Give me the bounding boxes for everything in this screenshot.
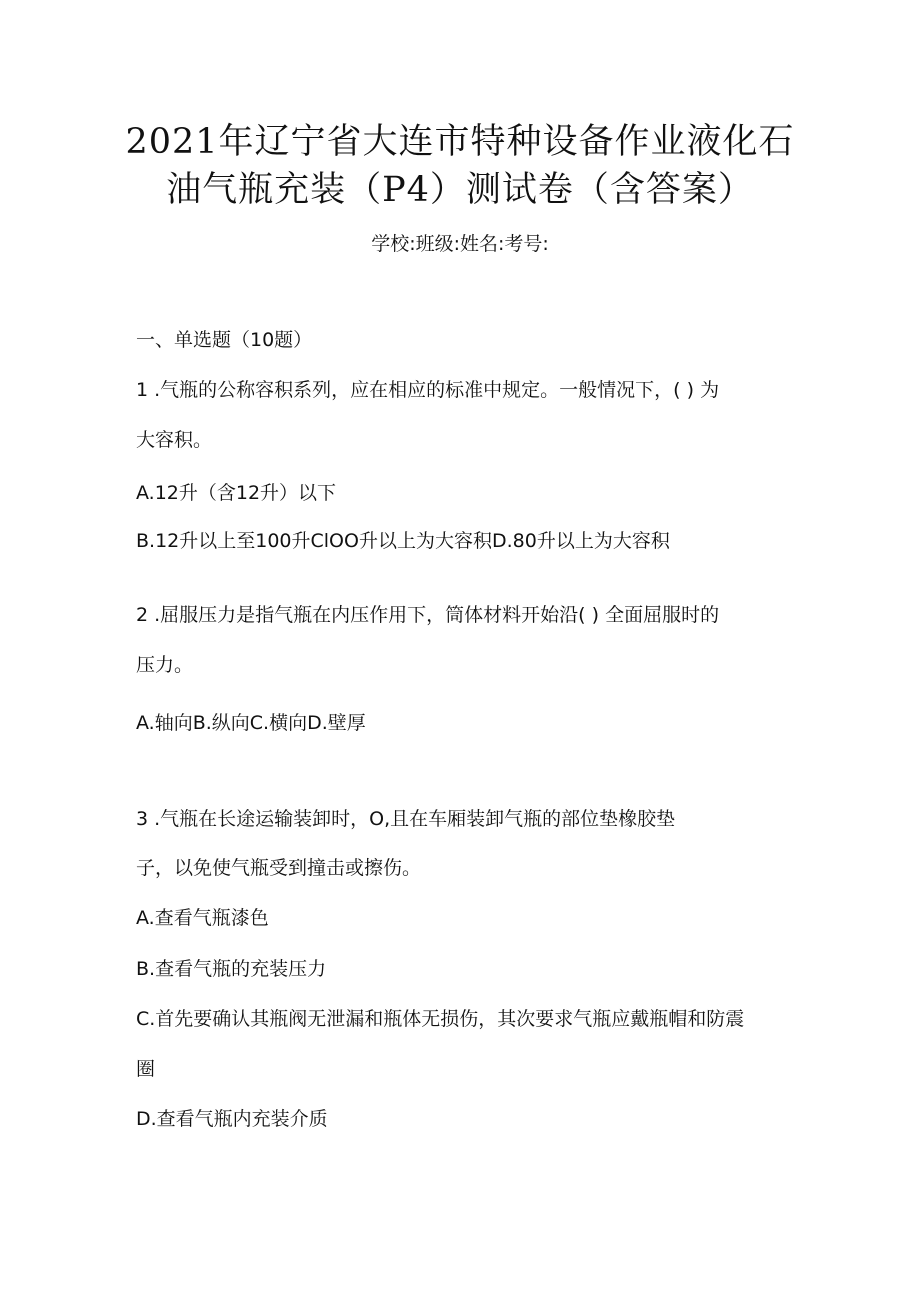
question-1-option-a: A.12升（含12升）以下: [136, 482, 337, 504]
question-1-options-bcd: B.12升以上至100升ClOO升以上为大容积D.80升以上为大容积: [136, 530, 670, 552]
question-3-option-c: C.首先要确认其瓶阀无泄漏和瓶体无损伤，其次要求气瓶应戴瓶帽和防震: [136, 1008, 745, 1030]
question-2-stem-line-2: 压力。: [136, 654, 194, 676]
question-3-option-a: A.查看气瓶漆色: [136, 907, 269, 929]
document-title-line-1: 2021年辽宁省大连市特种设备作业液化石: [125, 122, 795, 162]
question-2-options: A.轴向B.纵向C.横向D.壁厚: [136, 712, 366, 734]
question-3-option-c-continued: 圈: [136, 1058, 156, 1080]
question-3-stem-line-1: 3 .气瓶在长途运输装卸时，O,且在车厢装卸气瓶的部位垫橡胶垫: [136, 808, 676, 830]
document-title-line-2: 油气瓶充装（P4）测试卷（含答案）: [166, 170, 754, 210]
question-1-stem-line-2: 大容积。: [136, 429, 213, 451]
section-heading: 一、单选题（10题）: [136, 329, 313, 351]
question-3-option-d: D.查看气瓶内充装介质: [136, 1108, 328, 1130]
question-3-option-b: B.查看气瓶的充装压力: [136, 958, 327, 980]
question-3-stem-line-2: 子，以免使气瓶受到撞击或擦伤。: [136, 857, 422, 879]
student-info-fields: 学校:班级:姓名:考号:: [371, 233, 549, 255]
question-1-stem-line-1: 1 .气瓶的公称容积系列，应在相应的标准中规定。一般情况下，( ) 为: [136, 379, 720, 401]
question-2-stem-line-1: 2 .屈服压力是指气瓶在内压作用下，筒体材料开始沿( ) 全面屈服时的: [136, 604, 720, 626]
